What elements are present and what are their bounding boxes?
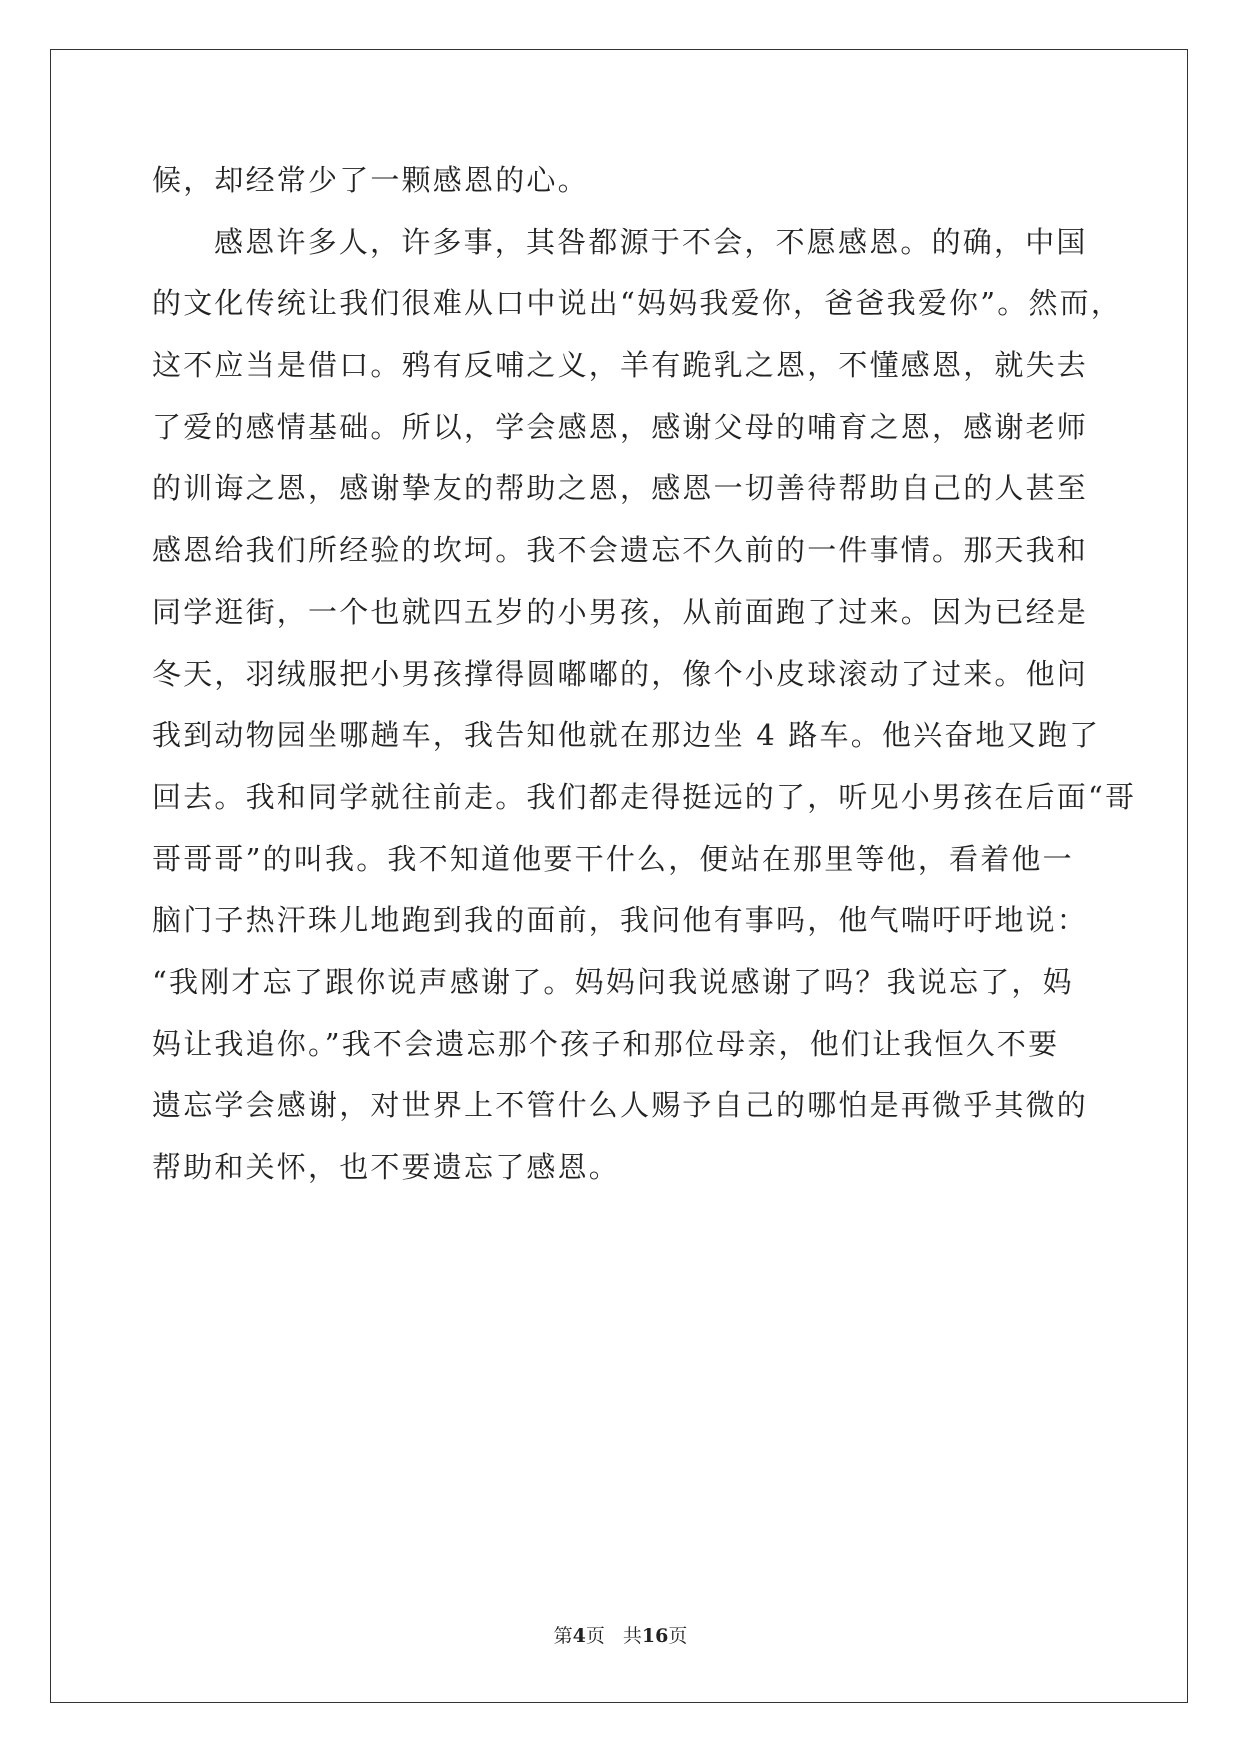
text-line-3: 的文化传统让我们很难从口中说出“妈妈我爱你，爸爸我爱你”。然而，: [152, 286, 1123, 321]
text-line-8: 同学逛街，一个也就四五岁的小男孩，从前面跑了过来。因为已经是: [152, 594, 1089, 629]
total-pages: 16: [641, 1625, 669, 1647]
text-line-7: 感恩给我们所经验的坎坷。我不会遗忘不久前的一件事情。那天我和: [152, 533, 1089, 568]
text-line-10: 我到动物园坐哪趟车，我告知他就在那边坐 4 路车。他兴奋地又跑了: [152, 718, 1101, 753]
text-line-14: “我刚才忘了跟你说声感谢了。妈妈问我说感谢了吗？我说忘了，妈: [152, 964, 1074, 999]
text-line-15: 妈让我追你。”我不会遗忘那个孩子和那位母亲，他们让我恒久不要: [152, 1026, 1060, 1061]
total-prefix: 共: [622, 1625, 642, 1647]
total-suffix: 页: [668, 1625, 688, 1647]
page-number: 4: [572, 1625, 586, 1647]
text-line-16: 遗忘学会感谢，对世界上不管什么人赐予自己的哪怕是再微乎其微的: [152, 1088, 1089, 1123]
text-line-1: 候，却经常少了一颗感恩的心。: [152, 163, 589, 197]
text-line-5: 了爱的感情基础。所以，学会感恩，感谢父母的哺育之恩，感谢老师: [152, 409, 1089, 444]
page-suffix: 页: [585, 1625, 605, 1647]
page-prefix: 第: [553, 1625, 573, 1647]
text-line-4: 这不应当是借口。鸦有反哺之义，羊有跪乳之恩，不懂感恩，就失去: [152, 348, 1089, 383]
text-line-12: 哥哥哥”的叫我。我不知道他要干什么，便站在那里等他，看着他一: [152, 841, 1074, 876]
document-body: [152, 150, 1137, 1199]
text-line-9: 冬天，羽绒服把小男孩撑得圆嘟嘟的，像个小皮球滚动了过来。他问: [152, 656, 1089, 691]
text-line-11: 回去。我和同学就往前走。我们都走得挺远的了，听见小男孩在后面“哥: [152, 779, 1137, 814]
text-line-17: 帮助和关怀，也不要遗忘了感恩。: [152, 1150, 621, 1184]
text-line-2: 感恩许多人，许多事，其咎都源于不会，不愿感恩。的确，中国: [214, 224, 1088, 259]
text-line-6: 的训诲之恩，感谢挚友的帮助之恩，感恩一切善待帮助自己的人甚至: [152, 471, 1089, 506]
text-line-13: 脑门子热汗珠儿地跑到我的面前，我问他有事吗，他气喘吁吁地说：: [152, 903, 1089, 938]
page-footer: [0, 1624, 1241, 1648]
